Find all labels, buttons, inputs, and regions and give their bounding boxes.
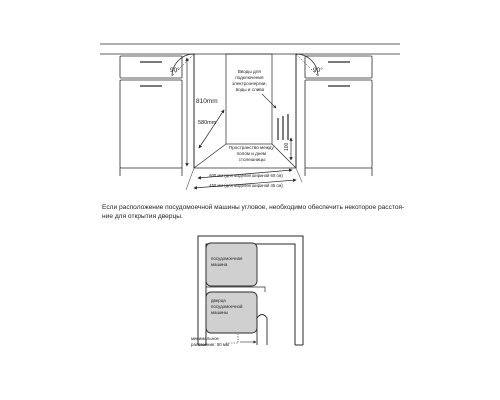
inlets-label: Вводы для подключения электроэнергии, воды и слива <box>231 69 267 92</box>
left-cabinet <box>120 56 182 176</box>
angle-label-right: 90° <box>313 67 323 74</box>
caption-line-2: ние для открытия дверцы. <box>102 213 183 220</box>
depth-label: 580mm <box>198 120 217 126</box>
door-clearance-outline <box>206 287 265 292</box>
top-diagram <box>100 44 400 190</box>
angle-label-left: 90° <box>170 67 180 74</box>
bottom-diagram <box>198 236 303 345</box>
caption-line-1: Если расположение посудомоечной машины угловое, необходимо обеспечить некоторое расстоя- <box>102 204 405 211</box>
side-wall <box>257 315 267 346</box>
width-45-label: 450 мм (для моделей шириной 45 см) <box>209 183 283 188</box>
space-label: Пространство между полом и днем столешницы <box>228 145 274 162</box>
dishwasher-label: посудомоечная машина <box>211 256 243 267</box>
inlets-pointer <box>262 94 276 108</box>
inlets <box>278 114 288 140</box>
min-distance-label: минимальное расстояние: 50 мм <box>191 336 229 347</box>
depth-dimension <box>199 110 224 148</box>
right-cabinet <box>305 56 372 176</box>
width-60-label: 600 мм (для моделей шириной 60 см) <box>209 173 283 178</box>
gap-label: 100 <box>284 142 290 151</box>
caption <box>102 203 405 221</box>
height-label: 810mm <box>196 98 218 105</box>
door-label: дверца посудомоечной машины <box>211 298 243 315</box>
